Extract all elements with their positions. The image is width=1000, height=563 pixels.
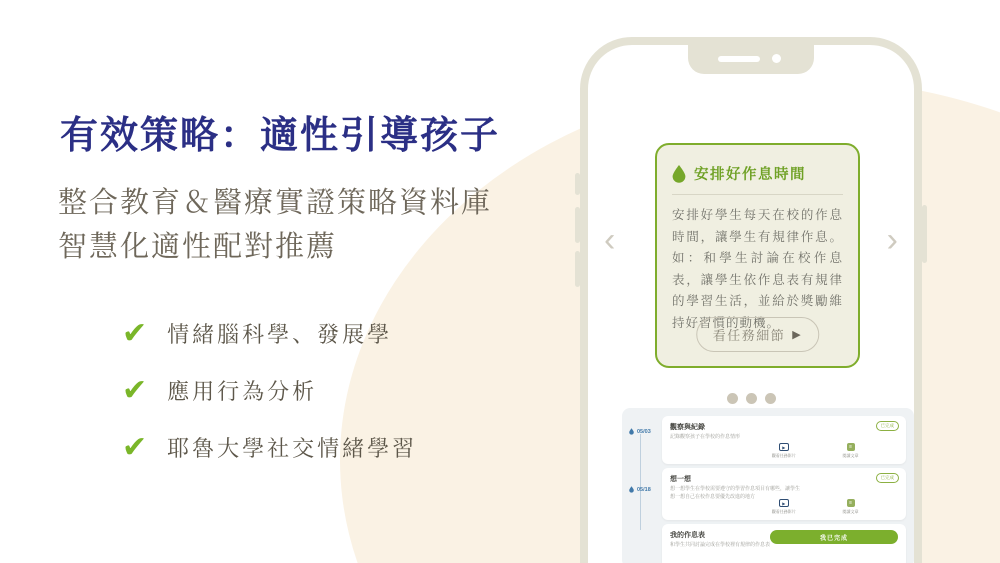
chevron-left-icon[interactable]: ‹ (604, 221, 616, 259)
timeline-entry (629, 486, 651, 493)
drop-icon (629, 428, 634, 435)
strategy-card-header (672, 163, 843, 184)
phone-side-button (922, 205, 927, 263)
check-icon: ✔ (122, 316, 148, 350)
list-item (122, 432, 417, 463)
timeline-date: 05/03 (637, 428, 651, 435)
play-icon: ▶ (792, 329, 803, 341)
read-article-button[interactable] (843, 499, 859, 515)
page-subtitle (58, 182, 492, 269)
watch-video-button[interactable] (772, 499, 796, 515)
carousel-dot[interactable] (765, 393, 776, 404)
task-description-line-1: 想一想學生在學校需要遵守的學習作息項目有哪些，讓學生 (670, 486, 801, 492)
read-article-label: 閱讀文章 (842, 453, 859, 458)
subtitle-line-1: 整合教育＆醫療實證策略資料庫 (58, 187, 493, 219)
phone-side-button (575, 207, 580, 243)
speaker-icon (718, 56, 760, 62)
timeline-entry (629, 428, 651, 435)
timeline-date: 05/18 (637, 486, 651, 493)
carousel-dot[interactable] (727, 393, 738, 404)
read-article-button[interactable] (843, 443, 859, 459)
read-article-label: 閱讀文章 (842, 509, 859, 514)
check-icon: ✔ (122, 373, 148, 407)
list-item-label: 應用行為分析 (167, 379, 318, 404)
feature-list (122, 318, 417, 489)
list-item-label: 情緒腦科學、發展學 (167, 322, 393, 347)
watch-video-button[interactable] (772, 443, 796, 459)
page-title: 有效策略：適性引導孩子 (60, 115, 501, 157)
video-icon: ▶ (779, 443, 789, 451)
document-icon: ≡ (847, 499, 855, 507)
strategy-card-title: 安排好作息時間 (694, 167, 806, 183)
phone-side-button (575, 251, 580, 287)
task-list-screen (622, 408, 914, 563)
phone-mockup (580, 37, 922, 563)
timeline-line (640, 434, 641, 530)
task-title: 我的作息表 (670, 532, 705, 539)
task-row (662, 524, 906, 563)
video-icon: ▶ (779, 499, 789, 507)
task-description-line-2: 想一想自己在校作息要優先改進的地方 (670, 493, 756, 500)
chevron-right-icon[interactable]: › (886, 221, 898, 259)
drop-icon (672, 165, 686, 183)
status-badge: 已完成 (876, 473, 900, 483)
watch-video-label: 觀看任務影片 (771, 453, 796, 458)
task-detail-button-label: 看任務細節 (712, 328, 786, 343)
phone-side-button (575, 173, 580, 195)
check-icon: ✔ (122, 430, 148, 464)
task-detail-button[interactable] (696, 317, 819, 352)
document-icon: ≡ (847, 443, 855, 451)
task-title: 想一想 (670, 476, 691, 483)
task-title: 觀察與紀錄 (670, 424, 705, 431)
task-row (662, 416, 906, 464)
mark-complete-button[interactable]: 我已完成 (770, 530, 898, 544)
carousel-dots (588, 393, 914, 404)
list-item-label: 耶魯大學社交情緒學習 (167, 436, 418, 461)
strategy-card (655, 143, 860, 368)
task-row (662, 468, 906, 520)
list-item (122, 375, 417, 406)
list-item (122, 318, 417, 349)
subtitle-line-2: 智慧化適性配對推薦 (58, 230, 338, 263)
camera-icon (772, 54, 781, 63)
strategy-card-body: 安排好學生每天在校的作息時間，讓學生有規律作息。如：和學生討論在校作息表，讓學生依作息表有規律的學習生活，並給於獎勵維持好習慣的動機。 (672, 208, 843, 330)
divider (672, 194, 843, 195)
phone-notch (688, 44, 814, 74)
carousel-dot[interactable] (746, 393, 757, 404)
watch-video-label: 觀看任務影片 (771, 509, 796, 514)
status-badge: 已完成 (876, 421, 900, 431)
task-description: 記錄觀察孩子在學校的作息情形 (670, 434, 741, 440)
task-description: 和學生共同討論完成在學校裡有規律的作息表 (670, 542, 771, 548)
drop-icon (629, 486, 634, 493)
